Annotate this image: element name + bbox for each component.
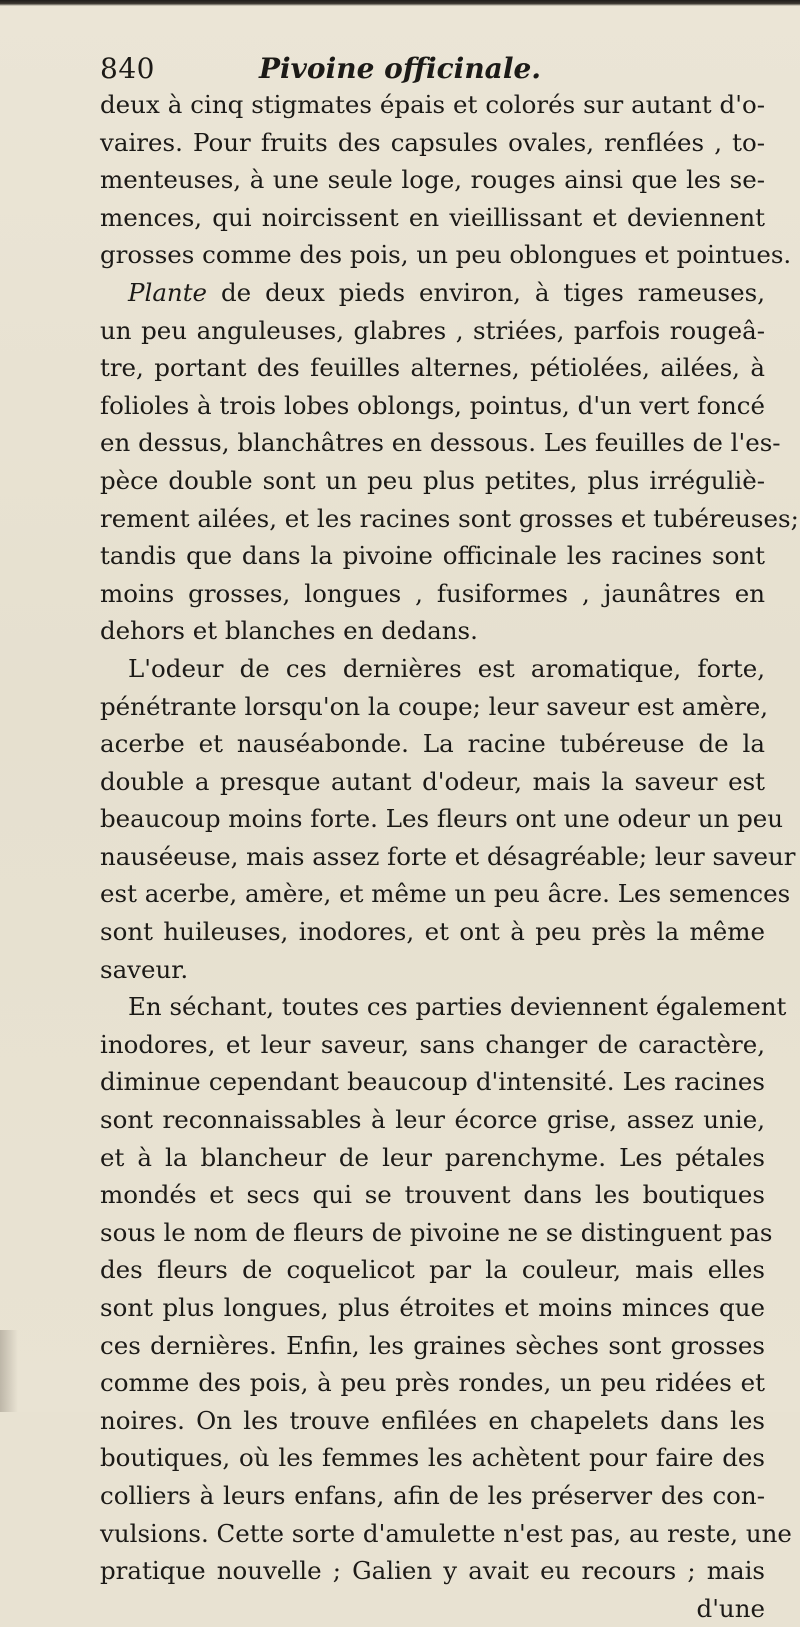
- text-line: sous le nom de fleurs de pivoine ne se distinguent pas: [100, 1217, 773, 1247]
- text-line: pratique nouvelle ; Galien y avait eu recours ; mais: [100, 1556, 765, 1586]
- text-line: mences, qui noircissent en vieillissant et deviennent: [100, 202, 765, 232]
- page-number: 840: [100, 52, 155, 85]
- text-line: diminue cependant beaucoup d'intensité. Les racines: [100, 1067, 765, 1097]
- text-line: sont reconnaissables à leur écorce grise, assez unie,: [100, 1105, 765, 1135]
- text-line: tre, portant des feuilles alternes, pétiolées, ailées, à: [100, 353, 765, 383]
- text-line: tandis que dans la pivoine officinale les racines sont: [100, 541, 765, 571]
- text-line: nauséeuse, mais assez forte et désagréable; leur saveur: [100, 841, 796, 871]
- running-title: Pivoine officinale.: [258, 52, 542, 85]
- text-line: noires. On les trouve enfilées en chapelets dans les: [100, 1405, 765, 1435]
- text-line: sont plus longues, plus étroites et moins minces que: [100, 1293, 765, 1322]
- text-line: En séchant, toutes ces parties deviennent également: [128, 992, 787, 1022]
- text-line: L'odeur de ces dernières est aromatique, forte,: [128, 653, 765, 683]
- text-line: acerbe et nauséabonde. La racine tubéreuse de la: [100, 729, 765, 759]
- italic-lead-word: Plante: [128, 277, 208, 307]
- text-line: grosses comme des pois, un peu oblongues et pointues.: [100, 240, 792, 270]
- text-line: beaucoup moins forte. Les fleurs ont une odeur un peu: [100, 804, 784, 834]
- text-line: des fleurs de coquelicot par la couleur, mais elles: [100, 1255, 765, 1285]
- text-line: menteuses, à une seule loge, rouges ainsi que les se-: [100, 165, 765, 195]
- text-line: vaires. Pour fruits des capsules ovales, renflées , to-: [100, 127, 765, 157]
- text-line: mondés et secs qui se trouvent dans les boutiques: [100, 1180, 765, 1210]
- binding-shadow: [0, 1330, 18, 1412]
- text-line: deux à cinq stigmates épais et colorés sur autant d'o-: [100, 90, 765, 119]
- text-line: sont huileuses, inodores, et ont à peu près la même: [100, 917, 765, 947]
- text-line-rest: de deux pieds environ, à tiges rameuses,: [220, 277, 765, 307]
- body-text: [100, 86, 799, 1627]
- text-line: ces dernières. Enfin, les graines sèches sont grosses: [100, 1330, 765, 1360]
- text-line: un peu anguleuses, glabres , striées, parfois rougeâ-: [100, 315, 765, 345]
- text-line: inodores, et leur saveur, sans changer de caractère,: [100, 1029, 765, 1059]
- text-line: saveur.: [100, 954, 189, 984]
- text-line: vulsions. Cette sorte d'amulette n'est pas, au reste, une: [100, 1518, 792, 1548]
- text-line: est acerbe, amère, et même un peu âcre. Les semences: [100, 879, 791, 909]
- page-top-edge: [0, 0, 800, 6]
- text-line: pèce double sont un peu plus petites, plus irréguliè-: [100, 465, 765, 495]
- text-line: pénétrante lorsqu'on la coupe; leur saveur est amère,: [100, 691, 769, 721]
- text-line-plante: [100, 274, 765, 312]
- text-line: double a presque autant d'odeur, mais la saveur est: [100, 766, 765, 796]
- text-line: dehors et blanches en dedans.: [100, 616, 478, 646]
- text-line: folioles à trois lobes oblongs, pointus, d'un vert foncé: [100, 390, 765, 420]
- text-line: rement ailées, et les racines sont grosses et tubéreuses;: [100, 503, 799, 533]
- catchword: d'une: [696, 1593, 765, 1623]
- text-line: moins grosses, longues , fusiformes , jaunâtres en: [100, 578, 765, 608]
- text-line: colliers à leurs enfans, afin de les préserver des con-: [100, 1480, 765, 1510]
- text-line: boutiques, où les femmes les achètent pour faire des: [100, 1443, 765, 1473]
- text-line: comme des pois, à peu près rondes, un peu ridées et: [100, 1368, 765, 1398]
- text-line: et à la blancheur de leur parenchyme. Les pétales: [100, 1142, 765, 1172]
- text-line: en dessus, blanchâtres en dessous. Les feuilles de l'es-: [100, 428, 781, 458]
